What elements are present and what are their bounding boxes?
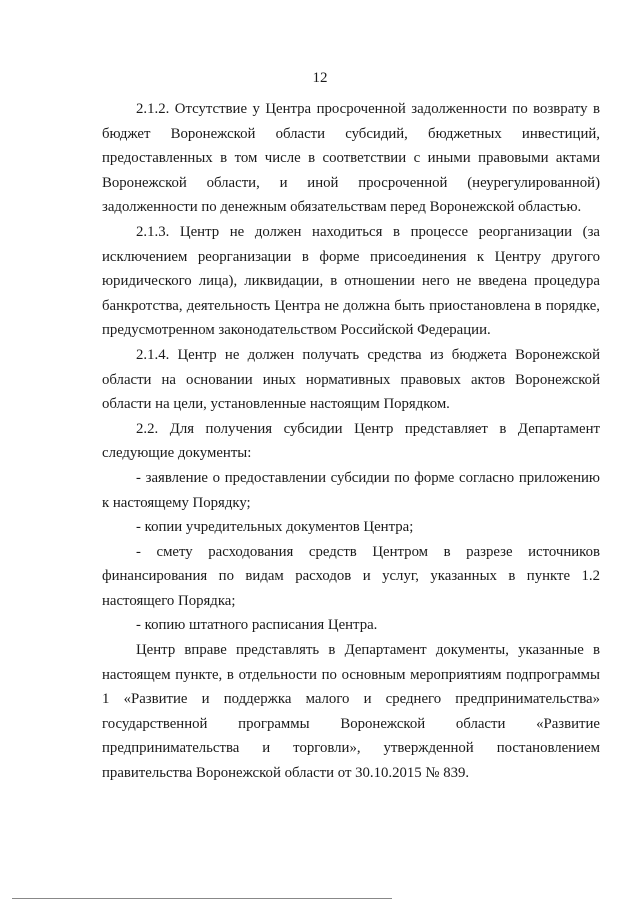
list-item-cost-estimate: - смету расходования средств Центром в разрезе источников финансирования по видам расходов и услуг, указанных в пункте 1.2 настоящего Порядка; <box>102 543 600 609</box>
page-number: 12 <box>312 70 328 86</box>
document-body <box>102 97 600 786</box>
list-item-founding-documents: - копии учредительных документов Центра; <box>136 519 414 536</box>
list-item-staff-schedule: - копию штатного расписания Центра. <box>136 617 378 634</box>
paragraph-2-1-4: 2.1.4. Центр не должен получать средства из бюджета Воронежской области на основании иных нормативных правовых актов Воронежской области на цели, установленные настоящим Порядком. <box>102 346 600 413</box>
list-item-application: - заявление о предоставлении субсидии по форме согласно приложению к настоящему Порядку; <box>102 469 600 511</box>
paragraph-2-2: 2.2. Для получения субсидии Центр представляет в Департамент следующие документы: <box>102 420 600 462</box>
bottom-edge-line <box>12 898 392 899</box>
paragraph-2-1-2: 2.1.2. Отсутствие у Центра просроченной задолженности по возврату в бюджет Воронежской области субсидий, бюджетных инвестиций, предоставленных в том числе в соответствии с иными правовыми актами Воронежской области, и иной просроченной (неурегулированной) задолженности по денежным обязательствам перед Воронежской областью. <box>102 101 600 216</box>
paragraph-right-to-submit: Центр вправе представлять в Департамент документы, указанные в настоящем пункте, в отдельности по основным мероприятиям подпрограммы 1 «Развитие и поддержка малого и среднего предпринимательства» государственной программы Воронежской области «Развитие предпринимательства и торговли», утвержденной постановлением правительства Воронежской области от 30.10.2015 № 839. <box>102 642 600 782</box>
paragraph-2-1-3: 2.1.3. Центр не должен находиться в процессе реорганизации (за исключением реорганизации в форме присоединения к Центру другого юридического лица), ликвидации, в отношении него не введена процедура банкротства, деятельность Центра не должна быть приостановлена в порядке, предусмотренном законодательством Российской Федерации. <box>102 223 600 339</box>
